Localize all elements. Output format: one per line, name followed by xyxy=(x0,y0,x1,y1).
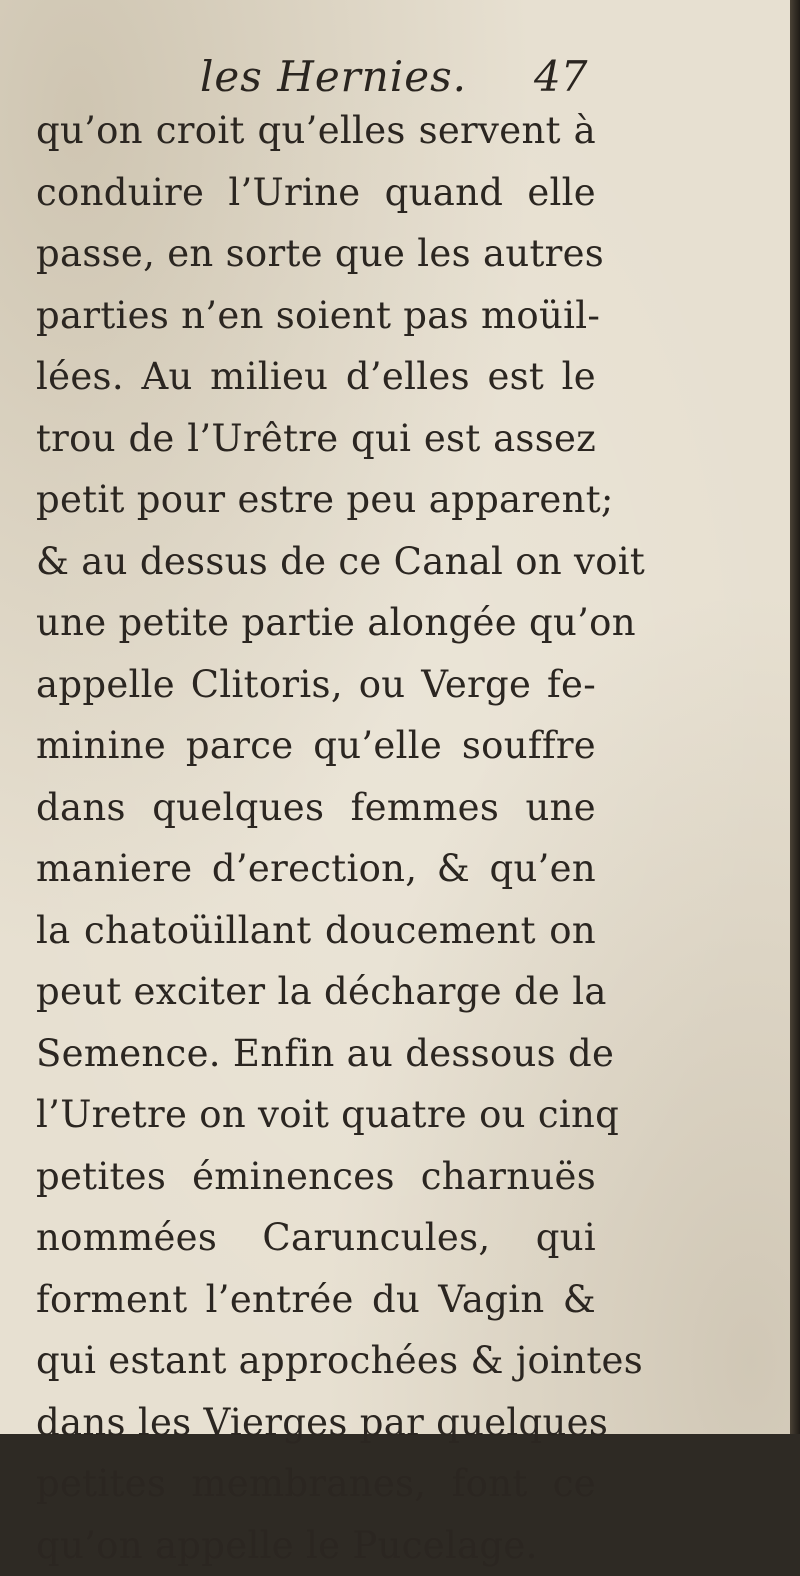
text-line: petites membranes, font ce xyxy=(36,1453,596,1515)
text-line: dans les Vierges par quelques xyxy=(36,1392,596,1454)
text-line: conduire l’Urine quand elle xyxy=(36,162,596,224)
page-number: 47 xyxy=(534,52,587,101)
text-line: qu’on appelle le Pucelage. xyxy=(36,1515,596,1576)
text-line: une petite partie alongée qu’on xyxy=(36,592,596,654)
text-line: nommées Caruncules, qui xyxy=(36,1207,596,1269)
text-line: peut exciter la décharge de la xyxy=(36,961,596,1023)
text-line: lées. Au milieu d’elles est le xyxy=(36,346,596,408)
page-edge-shadow xyxy=(790,0,800,1434)
text-line: trou de l’Urêtre qui est assez xyxy=(36,408,596,470)
text-line: l’Uretre on voit quatre ou cinq xyxy=(36,1084,596,1146)
text-line: petit pour estre peu apparent; xyxy=(36,469,596,531)
text-line: forment l’entrée du Vagin & xyxy=(36,1269,596,1331)
text-line: qui estant approchées & jointes xyxy=(36,1330,596,1392)
text-line: la chatoüillant doucement on xyxy=(36,900,596,962)
text-line: Semence. Enfin au dessous de xyxy=(36,1023,596,1085)
text-line: passe, en sorte que les autres xyxy=(36,223,596,285)
text-line: maniere d’erection, & qu’en xyxy=(36,838,596,900)
text-line: & au dessus de ce Canal on voit xyxy=(36,531,596,593)
body-text xyxy=(36,100,596,1576)
text-line: dans quelques femmes une xyxy=(36,777,596,839)
text-line: qu’on croit qu’elles servent à xyxy=(36,100,596,162)
running-title: les Hernies. xyxy=(200,52,467,101)
text-line: minine parce qu’elle souffre xyxy=(36,715,596,777)
text-line: parties n’en soient pas moüil- xyxy=(36,285,596,347)
text-line: appelle Clitoris, ou Verge fe- xyxy=(36,654,596,716)
text-line: petites éminences charnuës xyxy=(36,1146,596,1208)
